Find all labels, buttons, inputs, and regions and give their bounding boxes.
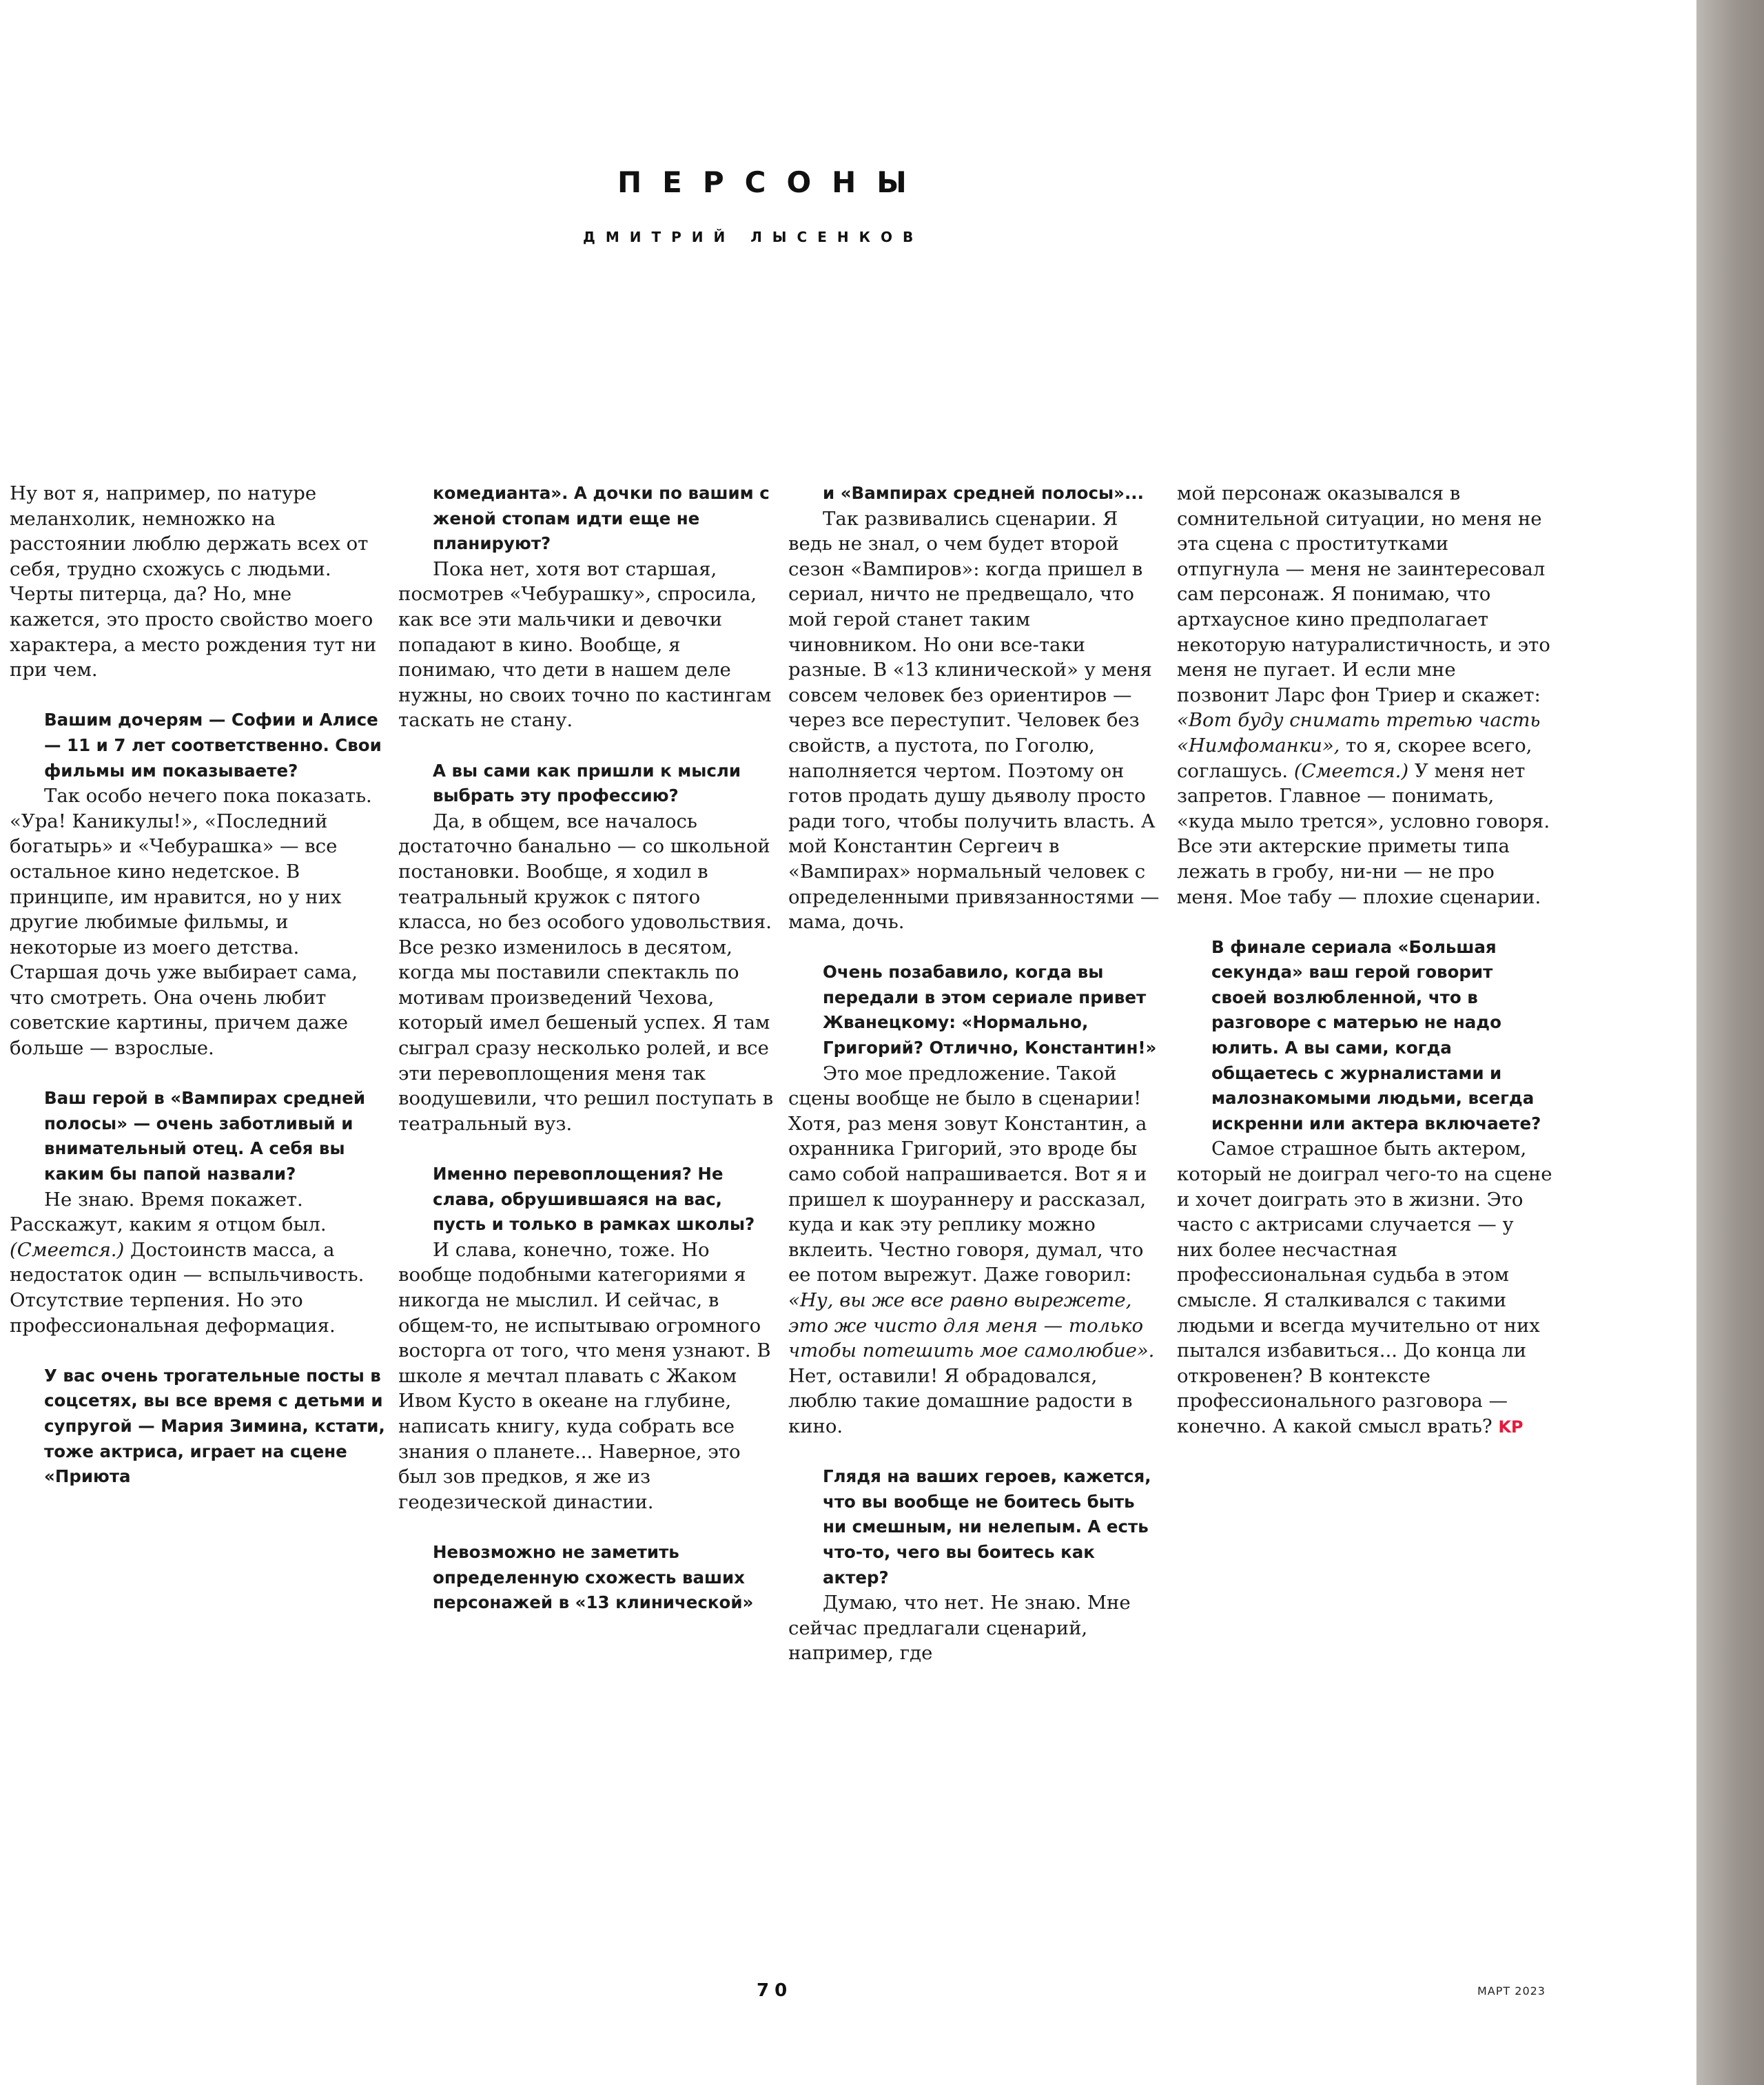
answer: Думаю, что нет. Не знаю. Мне сейчас предлагали сценарий, например, где <box>788 1592 1131 1665</box>
answer: Так развивались сценарии. Я ведь не знал, о чем будет второй сезон «Вампиров»: когда пришел в сериал, ничто не предвещало, что мой герой станет таким чиновником. Но они все-таки разные. В «13 клинической» у меня совсем человек без ориентиров — через все переступит. Человек без свойств, а пустота, по Гоголю, наполняется чертом. Поэтому он готов продать душу дьяволу просто ради того, чтобы получить власть. А мой Константин Сергеич в «Вампирах» нормальный человек с определенными привязанностями — мама, дочь. <box>788 507 1160 934</box>
paragraph: Ну вот я, например, по натуре меланхолик, немножко на расстоянии люблю держать всех от себя, трудно схожусь с людьми. Черты питерца, да? Но, мне кажется, это просто свойство моего характера, а место рождения тут ни при чем. <box>10 482 377 681</box>
answer: Это мое предложение. Такой сцены вообще не было в сценарии! Хотя, раз меня зовут Константин, а охранника Григорий, это вроде бы само собой напрашивается. Вот я и пришел к шоураннеру и рассказал, куда и как эту реплику можно вклеить. Честно говоря, думал, что ее потом вырежут. Даже говорил: «Ну, вы же все равно вырежете, это же чисто для меня — только чтобы потешить мое самолюбие». Нет, оставили! Я обрадовался, люблю такие домашние радости в кино. <box>788 1062 1155 1437</box>
page-number: 70 <box>757 1980 793 2001</box>
answer: Пока нет, хотя вот старшая, посмотрев «Чебурашку», спросила, как все эти мальчики и девочки попадают в кино. Вообще, я понимаю, что дети в нашем деле нужны, но своих точно по кастингам таскать не стану. <box>398 557 772 732</box>
stage-direction: (Смеется.) <box>1293 759 1409 782</box>
quote: «Вот буду снимать третью часть «Нимфоманки», <box>1177 709 1541 757</box>
background-edge <box>1696 0 1764 2085</box>
issue-date: МАРТ 2023 <box>1477 1984 1546 1997</box>
question: В финале сериала «Большая секунда» ваш герой говорит своей возлюбленной, что в разговоре с матерью не надо юлить. А вы сами, когда общаетесь с журналистами и малознакомыми людьми, всегда искренни или актера включаете? <box>1211 936 1541 1133</box>
answer: Да, в общем, все началось достаточно банально — со школьной постановки. Вообще, я ходил в театральный кружок с пятого класса, но без особого удовольствия. Все резко изменилось в десятом, когда мы поставили спектакль по мотивам произведений Чехова, который имел бешеный успех. Я там сыграл сразу несколько ролей, и все эти перевоплощения меня так воодушевили, что решил поступать в театральный вуз. <box>398 810 774 1135</box>
stage-direction: (Смеется.) <box>10 1238 125 1261</box>
text-column-4 <box>1177 481 1552 1440</box>
question: и «Вампирах средней полосы»... <box>823 483 1144 503</box>
question: Вашим дочерям — Софии и Алисе — 11 и 7 лет соответственно. Свои фильмы им показываете? <box>44 710 382 781</box>
question: А вы сами как пришли к мысли выбрать эту профессию? <box>433 760 741 806</box>
answer: И слава, конечно, тоже. Но вообще подобными категориями я никогда не мыслил. И сейчас, в общем-то, не испытываю огромного восторга от того, что меня узнают. В школе я мечтал плавать с Жаком Ивом Кусто в океане на глубине, написать книгу, куда собрать все знания о планете... Наверное, это был зов предков, я же из геодезической династии. <box>398 1238 771 1513</box>
text-column-1 <box>10 481 385 1490</box>
question: Глядя на ваших героев, кажется, что вы вообще не боитесь быть ни смешным, ни нелепым. А есть что-то, чего вы боитесь как актер? <box>823 1466 1151 1588</box>
text-column-2 <box>398 481 774 1616</box>
quote: «Ну, вы же все равно вырежете, это же чисто для меня — только чтобы потешить мое самолюбие». <box>788 1289 1155 1362</box>
question: комедианта». А дочки по вашим с женой стопам идти еще не планируют? <box>433 483 770 554</box>
paragraph: мой персонаж оказывался в сомнительной ситуации, но меня не эта сцена с проститутками отпугнула — меня не заинтересовал сам персонаж. Я понимаю, что артхаусное кино предполагает некоторую натуралистичность, и это меня не пугает. И если мне позвонит Ларс фон Триер и скажет: «Вот буду снимать третью часть «Нимфоманки», то я, скорее всего, соглашусь. (Смеется.) У меня нет запретов. Главное — понимать, «куда мыло трется», условно говоря. Все эти актерские приметы типа лежать в гробу, ни-ни — не про меня. Мое табу — плохие сценарии. <box>1177 482 1550 908</box>
text-column-3 <box>788 481 1164 1666</box>
question: Невозможно не заметить определенную схожесть ваших персонажей в «13 клинической» <box>433 1541 754 1613</box>
author-name: ДМИТРИЙ ЛЫСЕНКОВ <box>583 229 924 245</box>
question: У вас очень трогательные посты в соцсетях, вы все время с детьми и супругой — Мария Зимина, кстати, тоже актриса, играет на сцене «Приюта <box>44 1365 385 1487</box>
question: Очень позабавило, когда вы передали в этом сериале привет Жванецкому: «Нормально, Григорий? Отлично, Константин!» <box>823 962 1157 1058</box>
kp-logo: KP <box>1498 1417 1524 1437</box>
question: Именно перевоплощения? Не слава, обрушившаяся на вас, пусть и только в рамках школы? <box>433 1164 755 1235</box>
section-title: ПЕРСОНЫ <box>617 165 927 199</box>
answer: Самое страшное быть актером, который не доиграл чего-то на сцене и хочет доиграть это в жизни. Это часто с актрисами случается — у них более несчастная профессиональная судьба в этом смысле. Я сталкивался с такими людьми и всегда мучительно от них пытался избавиться... До конца ли откровенен? В контексте профессионального разговора — конечно. А какой смысл врать? KP <box>1177 1138 1552 1437</box>
question: Ваш герой в «Вампирах средней полосы» — очень заботливый и внимательный отец. А себя вы каким бы папой назвали? <box>44 1088 366 1184</box>
answer: Так особо нечего пока показать. «Ура! Каникулы!», «Последний богатырь» и «Чебурашка» — все остальное кино недетское. В принципе, им нравится, но у них другие любимые фильмы, и некоторые из моего детства. Старшая дочь уже выбирает сама, что смотреть. Она очень любит советские картины, причем даже больше — взрослые. <box>10 785 372 1060</box>
answer: Не знаю. Время покажет. Расскажут, каким я отцом был. (Смеется.) Достоинств масса, а недостаток один — вспыльчивость. Отсутствие терпения. Но это профессиональная деформация. <box>10 1188 365 1337</box>
